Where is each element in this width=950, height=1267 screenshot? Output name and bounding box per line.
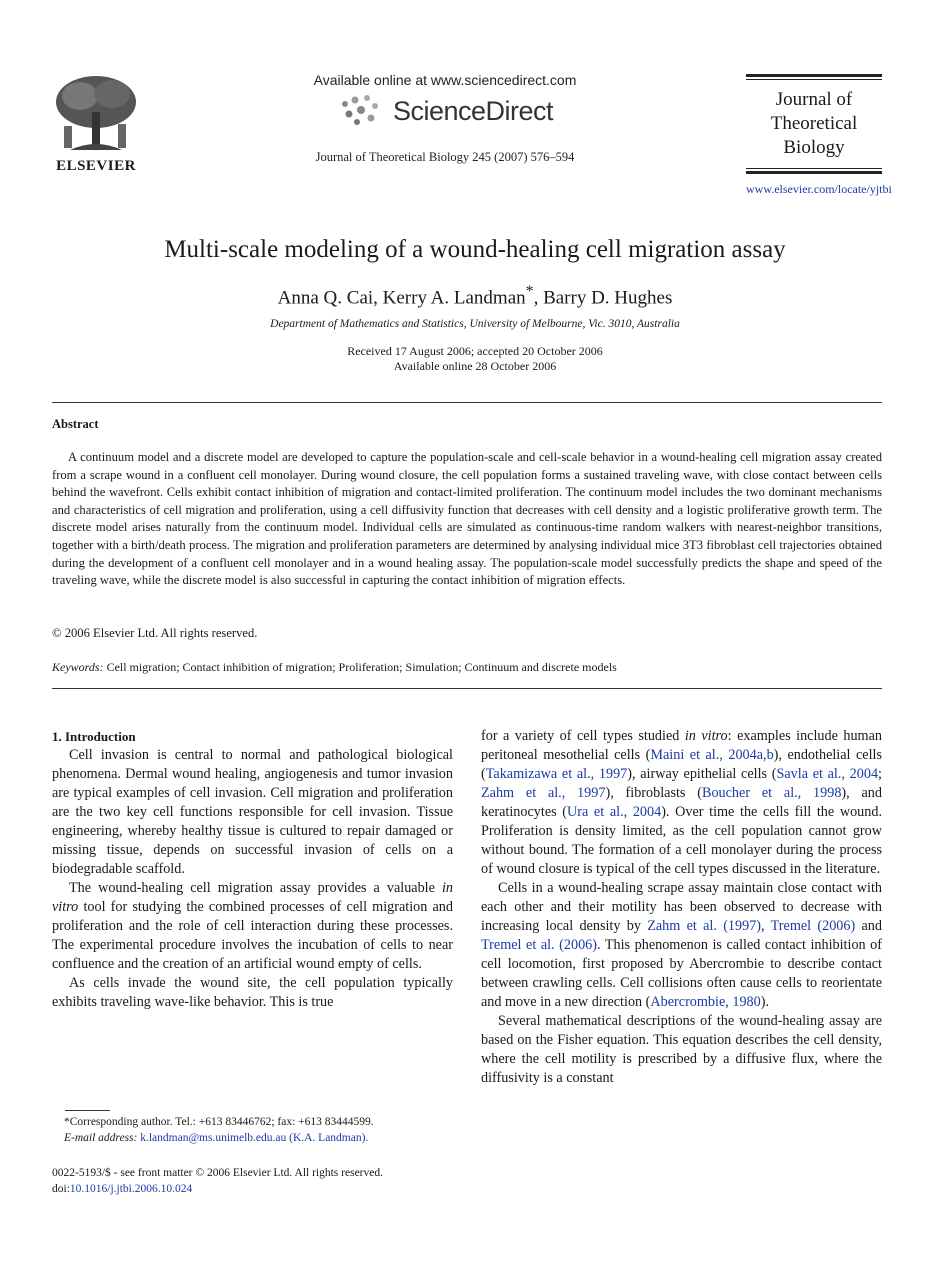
author-names: , Barry D. Hughes <box>533 287 673 309</box>
journal-box-line: Biology <box>783 137 845 158</box>
email-label: E-mail address: <box>64 1132 138 1144</box>
citation-link[interactable]: Boucher et al., 1998 <box>701 785 842 801</box>
keywords <box>52 660 882 675</box>
footnote-rule <box>65 1110 110 1111</box>
affiliation: Department of Mathematics and Statistics, University of Melbourne, Vic. 3010, Australia <box>270 318 680 330</box>
right-column <box>481 727 882 1088</box>
paragraph: for a variety of cell types studied in vitro: examples include human peritoneal mesothelial cells (Maini et al., 2004a,b), endothelial cells (Takamizawa et al., 1997), airway epithelial cells (Savla et al., 2004; Zahm et al., 1997), fibroblasts (Boucher et al., 1998), and keratinocytes (Ura et al., 2004). Over time the cells fill the wound. Proliferation is density limited, as the cell population cannot grow without bound. The formation of a cell monolayer during the process of wound closure is typical of the cell types discussed in the literature. <box>481 728 883 877</box>
paragraph: Several mathematical descriptions of the wound-healing assay are based on the Fisher equation. This equation describes the cell density, where the cell motility is prescribed by a diffusive flux, where the diffusivity is a constant <box>481 1013 882 1086</box>
citation-link[interactable]: Tremel et al. (2006) <box>481 937 597 953</box>
left-column <box>52 727 453 1012</box>
abstract-heading: Abstract <box>52 417 99 431</box>
journal-url-link[interactable]: www.elsevier.com/locate/yjtbi <box>746 182 892 196</box>
email-line <box>52 1130 472 1146</box>
publisher-name: ELSEVIER <box>56 158 136 174</box>
divider <box>52 402 882 403</box>
paragraph: As cells invade the wound site, the cell population typically exhibits traveling wave-like behavior. This is true <box>52 975 453 1010</box>
citation-link[interactable]: Zahm et al., 1997 <box>481 785 606 801</box>
available-online-text[interactable]: Available online at www.sciencedirect.com <box>313 72 577 88</box>
issn-line: 0022-5193/$ - see front matter © 2006 Elsevier Ltd. All rights reserved. <box>52 1167 383 1179</box>
email-link[interactable]: k.landman@ms.unimelb.edu.au (K.A. Landman). <box>140 1132 369 1144</box>
journal-citation: Journal of Theoretical Biology 245 (2007) 576–594 <box>315 150 575 164</box>
abstract-copyright: © 2006 Elsevier Ltd. All rights reserved. <box>52 626 258 640</box>
available-online-date: Available online 28 October 2006 <box>393 359 557 373</box>
citation-link[interactable]: Tremel (2006) <box>770 918 856 934</box>
paragraph: The wound-healing cell migration assay provides a valuable in vitro tool for studying the combined processes of cell migration and proliferation and the role of cell interaction during these processes. The experimental procedure involves the incubation of cells to near confluence and the creation of an artificial wound empty of cells. <box>52 880 453 972</box>
section-heading: 1. Introduction <box>52 729 136 744</box>
corresponding-author-mark[interactable]: * <box>525 283 534 300</box>
corresponding-author-note: *Corresponding author. Tel.: +613 83446762; fax: +613 83444599. <box>64 1116 374 1128</box>
paragraph: Cell invasion is central to normal and pathological biological phenomena. Dermal wound healing, angiogenesis and tumor invasion are typical examples of cell invasion. Cell migration and proliferation are the two key cell functions responsible for cell invasion. Tissue engineering, whereby healthy tissue is cultured to repair damaged or missing tissue, depends on successful invasion of cells on a biodegradable scaffold. <box>52 747 453 877</box>
sciencedirect-logo-text: ScienceDirect <box>392 95 554 126</box>
author-names: Anna Q. Cai, Kerry A. Landman <box>277 287 526 309</box>
doi-label: doi: <box>52 1183 70 1195</box>
paragraph: Cells in a wound-healing scrape assay maintain close contact with each other and their motility has been observed to decrease with increasing local density by Zahm et al. (1997), Tremel (2006) and Tremel et al. (2006). This phenomenon is called contact inhibition of cell locomotion, first proposed by Abercrombie to describe contact between crawling cells. Cell collisions often cause cells to reorientate and move in a new direction (Abercrombie, 1980). <box>481 880 883 1010</box>
doi-link[interactable]: 10.1016/j.jtbi.2006.10.024 <box>69 1183 193 1195</box>
paper-title: Multi-scale modeling of a wound-healing cell migration assay <box>164 236 786 263</box>
citation-link[interactable]: Maini et al., 2004a,b <box>650 747 774 763</box>
tree-icon <box>50 72 142 158</box>
front-matter <box>52 1165 472 1197</box>
citation-link[interactable]: Zahm et al. (1997) <box>647 918 762 934</box>
dates-block <box>0 344 950 374</box>
citation-link[interactable]: Takamizawa et al., 1997 <box>485 766 628 782</box>
elsevier-tree-logo <box>50 72 142 163</box>
sciencedirect-block <box>300 72 590 165</box>
journal-box-rule <box>746 168 882 169</box>
journal-title-box <box>746 74 892 197</box>
journal-box-line: Theoretical <box>770 113 858 134</box>
received-date: Received 17 August 2006; accepted 20 October 2006 <box>347 344 603 358</box>
keywords-label: Keywords: <box>52 660 104 674</box>
sciencedirect-dots-icon <box>337 94 387 128</box>
doi-line <box>52 1181 472 1197</box>
journal-box-rule <box>746 74 882 77</box>
journal-box-rule <box>746 171 882 174</box>
keywords-list: Cell migration; Contact inhibition of migration; Proliferation; Simulation; Continuum and discrete models <box>103 660 617 674</box>
footnote <box>52 1114 472 1146</box>
citation-link[interactable]: Abercrombie, 1980 <box>650 994 761 1010</box>
author-list <box>0 283 950 309</box>
journal-box-line: Journal of <box>775 89 853 110</box>
citation-link[interactable]: Ura et al., 2004 <box>567 804 662 820</box>
abstract-text: A continuum model and a discrete model are developed to capture the population-scale and cell-scale behavior in a wound-healing cell migration assay created from a scrape wound in a confluent cell monolayer. During wound closure, the cell population forms a sustained traveling wave, with close contact between cells behind the wavefront. Cells exhibit contact inhibition of migration and contact-limited proliferation. The continuum model includes the two dominant mechanisms and characteristics of cell migration and proliferation, using a cell diffusivity function that decreases with cell density and a logistic proliferative growth term. The discrete model arises naturally from the continuum model. Individual cells are simulated as continuous-time random walkers with nearest-neighbor transitions, together with a birth/death process. The migration and proliferation parameters are determined by analysing individual mice 3T3 fibroblast cell trajectories obtained during the development of a confluent cell monolayer and in a wound healing assay. The population-scale model successfully predicts the shape and speed of the traveling wave, while the discrete model is also successful in capturing the contact inhibition of migration effects. <box>52 450 882 588</box>
divider <box>52 688 882 689</box>
citation-link[interactable]: Savla et al., 2004 <box>776 766 879 782</box>
